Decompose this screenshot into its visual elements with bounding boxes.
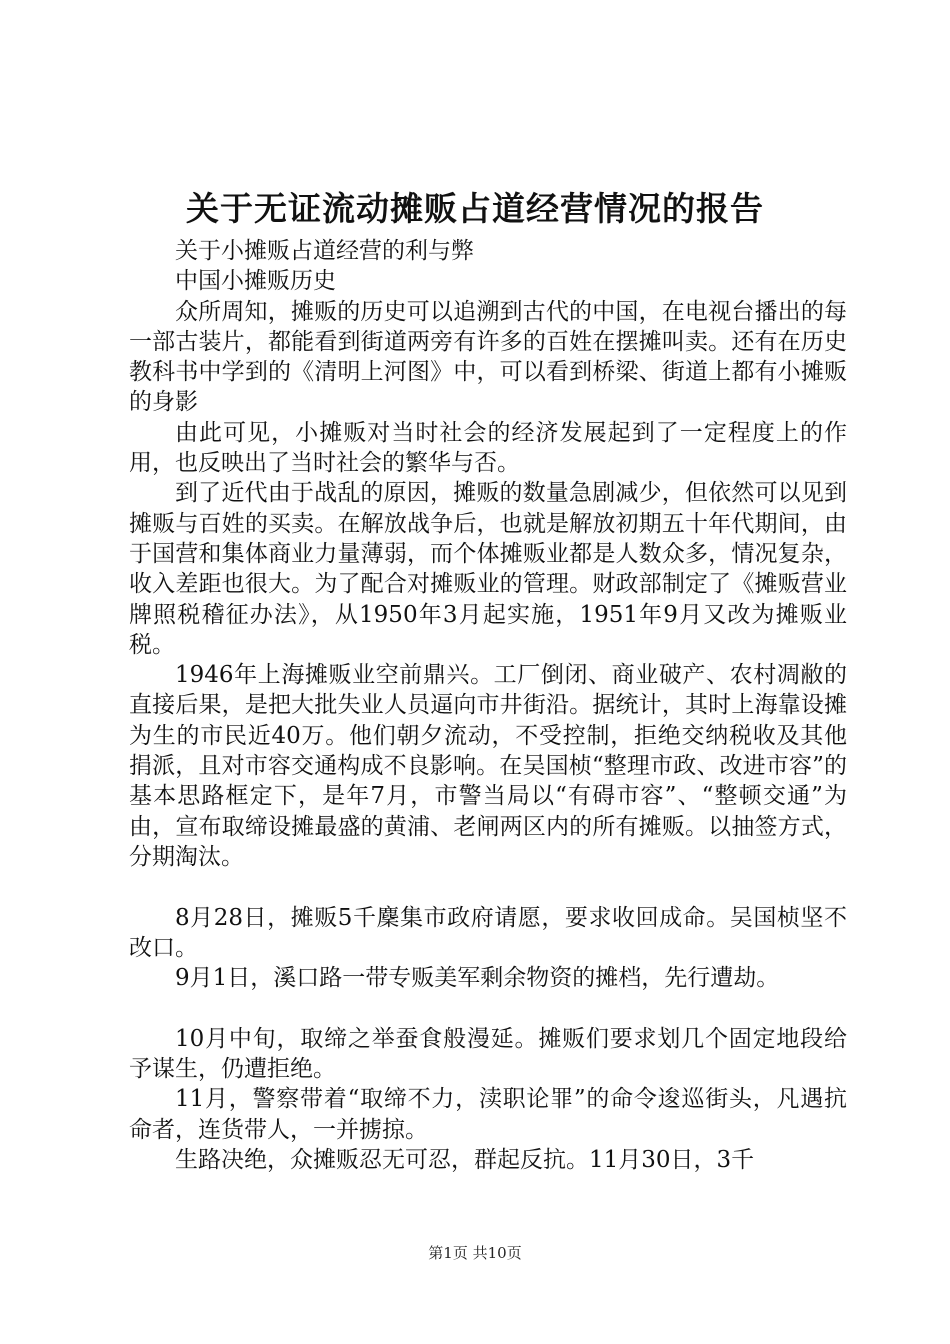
paragraph-section-heading: 中国小摊贩历史 [175,268,336,295]
paragraph: 由此可见，小摊贩对当时社会的经济发展起到了一定程度上的作用，也反映出了当时社会的繁华与否。 [129,419,847,477]
page-number-footer: 第1页 共10页 [428,1244,522,1262]
paragraph: 11月，警察带着“取缔不力，渎职论罪”的命令逡巡街头，凡遇抗命者，连货带人，一并掳掠。 [129,1086,847,1143]
paragraph: 8月28日，摊贩5千麇集市政府请愿，要求收回成命。吴国桢坚不改口。 [129,904,847,961]
paragraph: 1946年上海摊贩业空前鼎兴。工厂倒闭、商业破产、农村凋敝的直接后果，是把大批失业人员逼向市井街沿。据统计，其时上海靠设摊为生的市民近40万。他们朝夕流动，不受控制，拒绝交纳税收及其他捐派，且对市容交通构成不良影响。在吴国桢“整理市政、改进市容”的基本思路框定下，是年7月，市警当局以“有碍市容”、“整顿交通”为由，宣布取缔设摊最盛的黄浦、老闸两区内的所有摊贩。以抽签方式，分期淘汰。 [129,662,847,870]
document-title: 关于无证流动摊贩占道经营情况的报告 [186,189,764,228]
document-body [129,236,847,1175]
paragraph: 到了近代由于战乱的原因，摊贩的数量急剧减少，但依然可以见到摊贩与百姓的买卖。在解放战争后，也就是解放初期五十年代期间，由于国营和集体商业力量薄弱，而个体摊贩业都是人数众多，情况复杂，收入差距也很大。为了配合对摊贩业的管理。财政部制定了《摊贩营业牌照税稽征办法》，从1950年3月起实施，1951年9月又改为摊贩业税。 [129,480,847,658]
paragraph: 生路决绝，众摊贩忍无可忍，群起反抗。11月30日，3千 [175,1146,755,1173]
paragraph-subheading: 关于小摊贩占道经营的利与弊 [175,238,474,264]
paragraph: 9月1日，溪口路一带专贩美军剩余物资的摊档，先行遭劫。 [175,965,780,992]
paragraph: 众所周知，摊贩的历史可以追溯到古代的中国，在电视台播出的每一部古装片，都能看到街道两旁有许多的百姓在摆摊叫卖。还有在历史教科书中学到的《清明上河图》中，可以看到桥梁、街道上都有小摊贩的身影 [129,298,847,416]
paragraph: 10月中旬，取缔之举蚕食般漫延。摊贩们要求划几个固定地段给予谋生，仍遭拒绝。 [129,1025,847,1083]
